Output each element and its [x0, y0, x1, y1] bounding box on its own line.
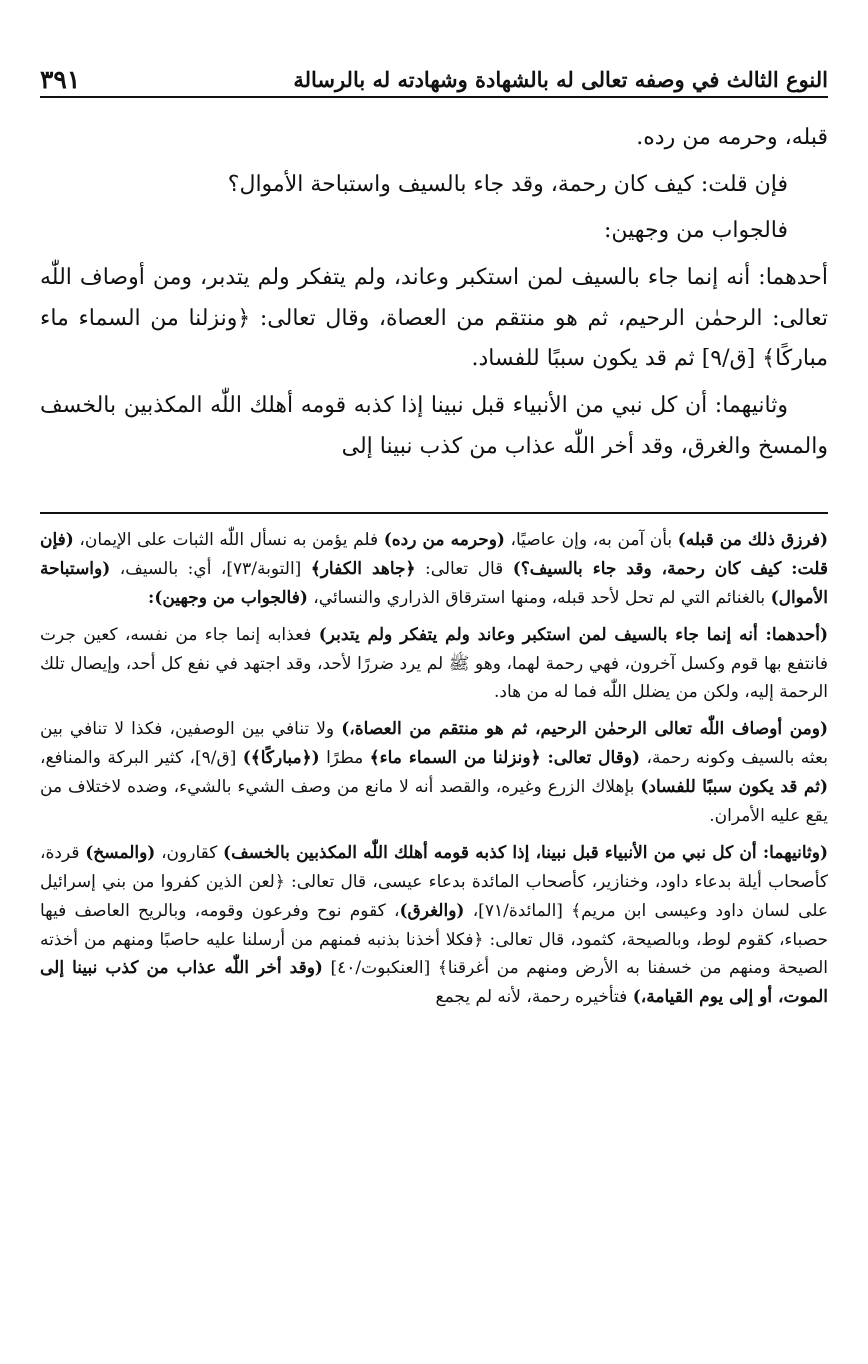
main-paragraph: فإن قلت: كيف كان رحمة، وقد جاء بالسيف واستباحة الأموال؟ — [227, 171, 788, 197]
main-paragraph: فالجواب من وجهين: — [604, 218, 788, 244]
commentary-section — [40, 526, 828, 1358]
commentary-text: بالغنائم التي لم تحل لأحد قبله، ومنها استرقاق الذراري والنسائي، — [307, 587, 771, 608]
commentary-quoted-text: (ومن أوصاف اللّٰه تعالى الرحمٰن الرحيم، ثم هو منتقم من العصاة،) — [341, 719, 828, 740]
commentary-quoted-text: ﴿جاهد الكفار﴾ — [310, 558, 416, 579]
commentary-text: فعذابه إنما جاء من نفسه، كعين جرت فانتفع بها قوم وكسل آخرون، فهي رحمة لهما، وهو ﷺ لم يرد ضررًا لأحد، وقد اجتهد في نفع كل أحد، وإيصال تلك الرحمة إليه، ولكن من يضلل اللّٰه فما له من هاد. — [40, 624, 828, 703]
running-title: النوع الثالث في وصفه تعالى له بالشهادة وشهادته له بالرسالة — [293, 66, 828, 92]
commentary-paragraph — [40, 839, 828, 1012]
main-paragraph: أحدهما: أنه إنما جاء بالسيف لمن استكبر وعاند، ولم يتفكر ولم يتدبر، ومن أوصاف اللّٰه تعالى: الرحمٰن الرحيم، ثم هو منتقم من العصاة، وقال تعالى: ﴿ونزلنا من السماء ماء مباركًا﴾ [ق/٩] ثم قد يكون سببًا للفساد. — [40, 265, 828, 372]
commentary-quoted-text: (والغرق) — [399, 900, 465, 921]
commentary-quoted-text: (﴿مباركًا﴾) — [242, 748, 320, 769]
commentary-quoted-text: (ثم قد يكون سببًا للفساد) — [640, 777, 828, 798]
commentary-quoted-text: (فالجواب من وجهين): — [148, 587, 308, 608]
commentary-quoted-text: (وحرمه من رده) — [383, 530, 505, 550]
commentary-quoted-text: (والمسخ) — [85, 842, 156, 863]
commentary-text: بإهلاك الزرع وغيره، والقصد أنه لا مانع من وصف الشيء بالشيء، وضده لاختلاف من يقع عليه الأمران. — [40, 777, 828, 827]
main-paragraph: وثانيهما: أن كل نبي من الأنبياء قبل نبينا إذا كذبه قومه أهلك اللّٰه المكذبين بالخسف والمسخ والغرق، وقد أخر اللّٰه عذاب من كذب نبينا إلى — [40, 393, 828, 459]
commentary-quoted-text: (وثانيهما: أن كل نبي من الأنبياء قبل نبينا، إذا كذبه قومه أهلك اللّٰه المكذبين بالخسف) — [223, 842, 828, 863]
commentary-quoted-text: (فرزق ذلك من قبله) — [677, 530, 828, 550]
commentary-quoted-text: (واستباحة الأموال) — [40, 558, 828, 608]
page-number: ٣٩١ — [40, 64, 81, 94]
commentary-quoted-text: (وقد أخر اللّٰه عذاب من كذب نبينا إلى الموت، أو إلى يوم القيامة،) — [40, 958, 828, 1008]
commentary-text: مطرًا — [319, 748, 370, 769]
main-paragraph: قبله، وحرمه من رده. — [636, 125, 828, 150]
commentary-text: ولا تنافي بين الوصفين، فكذا لا تنافي بين بعثه بالسيف وكونه رحمة، — [40, 719, 828, 769]
commentary-text: فلم يؤمن به نسأل اللّٰه الثبات على الإيمان، — [73, 530, 384, 550]
main-text — [40, 118, 828, 510]
commentary-text: [ق/٩]، كثير البركة والمنافع، — [40, 748, 243, 769]
commentary-paragraph — [40, 526, 828, 613]
commentary-paragraph — [40, 621, 828, 708]
commentary-text: بأن آمن به، وإن عاصيًا، — [504, 530, 678, 550]
commentary-text: قال تعالى: — [415, 558, 513, 579]
commentary-text: [التوبة/٧٣]، أي: بالسيف، — [110, 558, 311, 579]
commentary-quoted-text: (فإن قلت: كيف كان رحمة، وقد جاء بالسيف؟) — [40, 530, 828, 579]
footnote-divider — [40, 512, 828, 514]
commentary-quoted-text: (أحدهما: أنه إنما جاء بالسيف لمن استكبر وعاند ولم يتفكر ولم يتدبر) — [318, 624, 828, 645]
commentary-quoted-text: (وقال تعالى: ﴿ونزلنا من السماء ماء﴾ — [369, 748, 641, 769]
commentary-text: كقارون، — [155, 842, 224, 863]
page-header — [40, 54, 828, 98]
commentary-text: فتأخيره رحمة، لأنه لم يجمع — [435, 987, 633, 1008]
commentary-text: ، كقوم نوح وفرعون وقومه، وبالريح العاصف فيها حصباء، كقوم لوط، وبالصيحة، كثمود، قال تعالى: ﴿فكلا أخذنا بذنبه فمنهم من أرسلنا عليه حاصبًا ومنهم من أخذته الصيحة ومنهم من خسفنا به الأرض ومنهم من أغرقنا﴾ [العنكبوت/٤٠] — [40, 900, 828, 979]
commentary-paragraph — [40, 715, 828, 831]
commentary-text: قردة، كأصحاب أيلة بدعاء داود، وخنازير، كأصحاب المائدة بدعاء عيسى، قال تعالى: ﴿لعن الذين كفروا من بني إسرائيل على لسان داود وعيسى ابن مريم﴾ [المائدة/٧١]، — [40, 842, 828, 921]
